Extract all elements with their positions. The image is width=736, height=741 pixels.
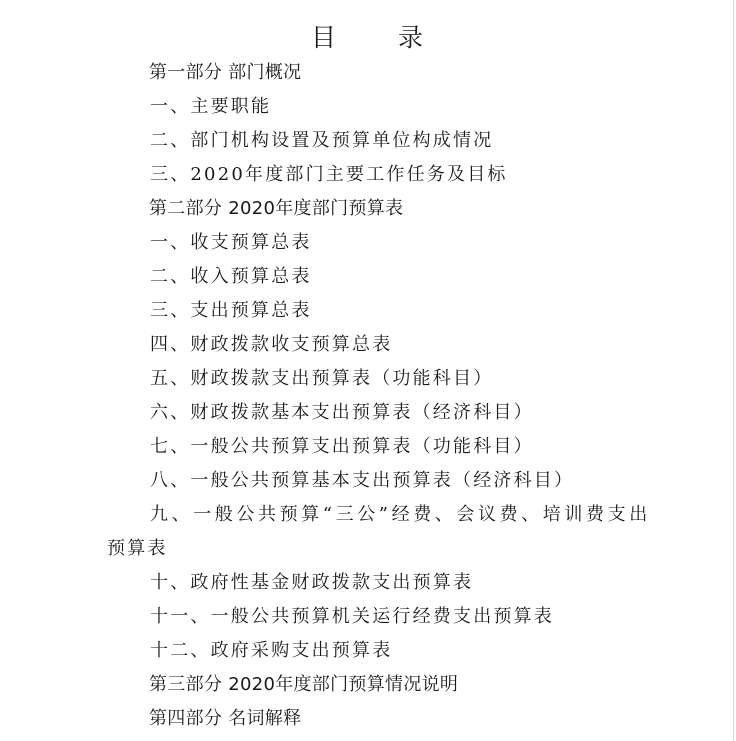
toc-entry: 预算表 [107,538,168,559]
toc-part-heading: 第三部分 2020年度部门预算情况说明 [149,674,459,695]
toc-entry: 四、财政拨款收支预算总表 [150,334,393,355]
toc-entry: 七、一般公共预算支出预算表（功能科目） [150,436,534,457]
toc-entry: 六、财政拨款基本支出预算表（经济科目） [150,402,534,423]
toc-entry: 一、主要职能 [150,96,272,117]
toc-entry: 八、一般公共预算基本支出预算表（经济科目） [150,470,575,491]
table-of-contents [0,56,736,736]
toc-entry: 十一、一般公共预算机关运行经费支出预算表 [150,606,554,627]
title-char-1: 目 [310,23,338,52]
toc-entry: 十、政府性基金财政拨款支出预算表 [150,572,474,593]
toc-entry: 三、2020年度部门主要工作任务及目标 [150,164,508,185]
toc-entry: 九、一般公共预算“三公”经费、会议费、培训费支出 [150,504,651,525]
toc-part-heading: 第二部分 2020年度部门预算表 [149,198,404,219]
toc-part-heading: 第四部分 名词解释 [149,708,302,729]
toc-entry: 三、支出预算总表 [150,300,312,321]
toc-part-heading: 第一部分 部门概况 [149,62,302,83]
toc-entry: 十二、政府采购支出预算表 [150,640,393,661]
page-title [0,18,736,58]
toc-entry: 二、收入预算总表 [150,266,312,287]
toc-entry: 二、部门机构设置及预算单位构成情况 [150,130,494,151]
toc-entry: 五、财政拨款支出预算表（功能科目） [150,368,494,389]
title-char-2: 录 [398,23,426,52]
toc-entry: 一、收支预算总表 [150,232,312,253]
